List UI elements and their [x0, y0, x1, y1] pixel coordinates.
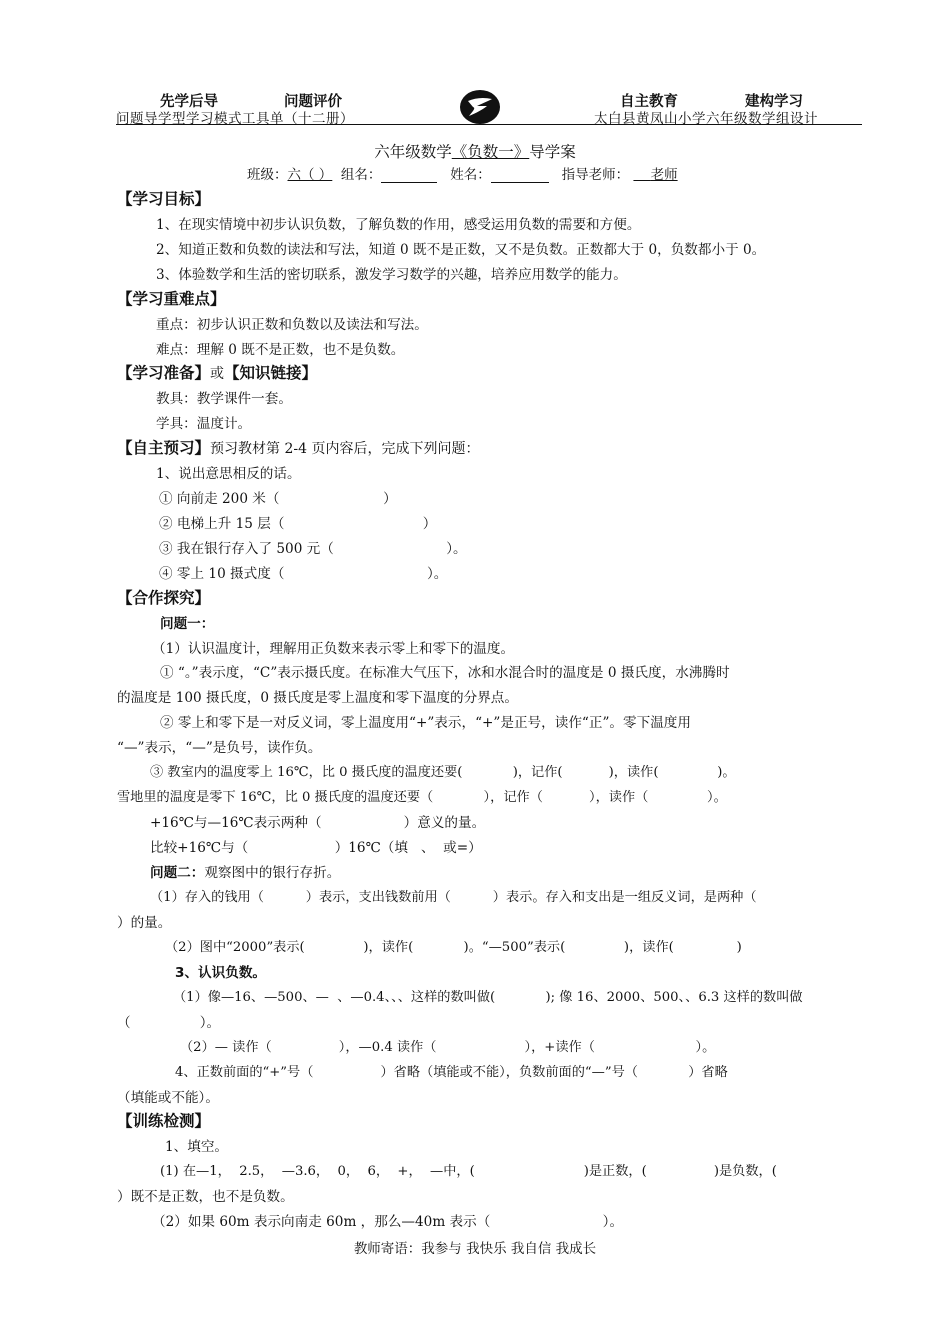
header-slogan-4: 建构学习: [745, 94, 803, 110]
explore-line: （1）认识温度计，理解用正负数来表示零上和零下的温度。: [152, 641, 515, 657]
section-explore-heading: 【合作探究】: [117, 589, 211, 607]
key-point: 重点：初步认识正数和负数以及读法和写法。: [156, 317, 428, 333]
explore-line: +16℃与—16℃表示两种（ ）意义的量。: [150, 815, 486, 831]
header-left-subtitle: 问题导学型学习模式工具单（十二册）: [116, 111, 354, 127]
explore-line: ① “。”表示度，“C”表示摄氏度。在标准大气压下，冰和水混合时的温度是 0 摄氏度，水沸腾时: [160, 665, 730, 681]
student-info-line: 班级：六（ ） 组名： 姓名： 指导老师： 老师: [247, 167, 678, 183]
practice-intro: 1、填空。: [165, 1139, 229, 1155]
prep-item: 学具：温度计。: [156, 416, 252, 432]
explore-line: ② 零上和零下是一对反义词，零上温度用“+”表示，“+”是正号，读作“正”。零下温度用: [160, 715, 691, 731]
practice-line: (1) 在—1， 2.5， —3.6， 0， 6， +， —中，( )是正数，( )是负数，(: [160, 1164, 777, 1179]
practice-line: ）既不是正数，也不是负数。: [117, 1189, 294, 1205]
teacher-field[interactable]: 老师: [650, 167, 678, 183]
header-slogan-1: 先学后导: [160, 94, 218, 110]
preview-item: ④ 零上 10 摄式度（ ）。: [159, 566, 448, 582]
question-three-title: 3、认识负数。: [175, 965, 267, 981]
question-one-title: 问题一：: [160, 616, 215, 632]
preview-item: ② 电梯上升 15 层（ ）: [159, 516, 437, 532]
section-goals-heading: 【学习目标】: [117, 190, 211, 208]
page-title: 六年级数学《负数一》导学案: [374, 143, 576, 161]
header-right-subtitle: 太白县黄凤山小学六年级数学组设计: [594, 111, 818, 127]
section-prep-heading: 【学习准备】或【知识链接】: [117, 364, 318, 382]
goal-item: 2、知道正数和负数的读法和写法，知道 0 既不是正数，又不是负数。正数都大于 0，负数都小于 0。: [156, 242, 766, 258]
preview-item: ① 向前走 200 米（ ）: [159, 491, 397, 507]
class-field[interactable]: 六（ ）: [287, 167, 333, 183]
question-three-line: （2）— 读作（ ），—0.4 读作（ ），+读作（ ）。: [180, 1040, 716, 1055]
preview-intro: 1、说出意思相反的话。: [156, 466, 301, 482]
section-practice-heading: 【训练检测】: [117, 1112, 211, 1130]
question-two-line: （2）图中“2000”表示( )，读作( )。“—500”表示( )，读作( ): [165, 940, 742, 955]
header-slogan-3: 自主教育: [620, 94, 678, 110]
group-name-blank[interactable]: [381, 168, 437, 183]
explore-line: 比较+16℃与（ ）16℃（填 、 或=）: [150, 840, 482, 856]
question-four-line: 4、正数前面的“+”号（ ）省略（填能或不能），负数前面的“—”号（ ）省略: [175, 1065, 728, 1080]
student-name-blank[interactable]: [491, 168, 549, 183]
question-four-line: （填能或不能）。: [117, 1090, 219, 1106]
practice-line: （2）如果 60m 表示向南走 60m ，那么—40m 表示（ ）。: [152, 1214, 624, 1230]
question-two-line: （1）存入的钱用（ ）表示，支出钱数前用（ ）表示。存入和支出是一组反义词，是两种（: [150, 890, 757, 905]
goal-item: 1、在现实情境中初步认识负数，了解负数的作用，感受运用负数的需要和方便。: [156, 217, 641, 233]
difficult-point: 难点：理解 0 既不是正数，也不是负数。: [156, 342, 405, 358]
explore-line: 的温度是 100 摄氏度，0 摄氏度是零上温度和零下温度的分界点。: [117, 690, 518, 706]
question-three-line: （ ）。: [117, 1015, 221, 1031]
section-preview-heading: 【自主预习】预习教材第 2-4 页内容后，完成下列问题：: [117, 439, 480, 457]
section-key-heading: 【学习重难点】: [117, 290, 226, 308]
explore-line: ③ 教室内的温度零上 16℃，比 0 摄氏度的温度还要( )，记作( )，读作( )。: [150, 765, 736, 780]
school-logo-icon: [459, 89, 501, 125]
question-two-line: ）的量。: [117, 915, 172, 931]
goal-item: 3、体验数学和生活的密切联系，激发学习数学的兴趣，培养应用数学的能力。: [156, 267, 627, 283]
question-three-line: （1）像—16、—500、— 、—0.4、、、这样的数叫做( ); 像 16、2000、500、、6.3 这样的数叫做: [173, 990, 803, 1005]
prep-item: 教具：教学课件一套。: [156, 391, 292, 407]
explore-line: 雪地里的温度是零下 16℃，比 0 摄氏度的温度还要（ ），记作（ ），读作（ ）。: [117, 790, 727, 805]
explore-line: “—”表示，“—”是负号，读作负。: [117, 740, 322, 756]
preview-item: ③ 我在银行存入了 500 元（ ）。: [159, 541, 467, 557]
header-rule: [116, 124, 862, 125]
teacher-message-footer: 教师寄语：我参与 我快乐 我自信 我成长: [353, 1241, 597, 1257]
header-slogan-2: 问题评价: [284, 94, 342, 110]
question-two-heading: 问题二：观察图中的银行存折。: [150, 865, 341, 881]
